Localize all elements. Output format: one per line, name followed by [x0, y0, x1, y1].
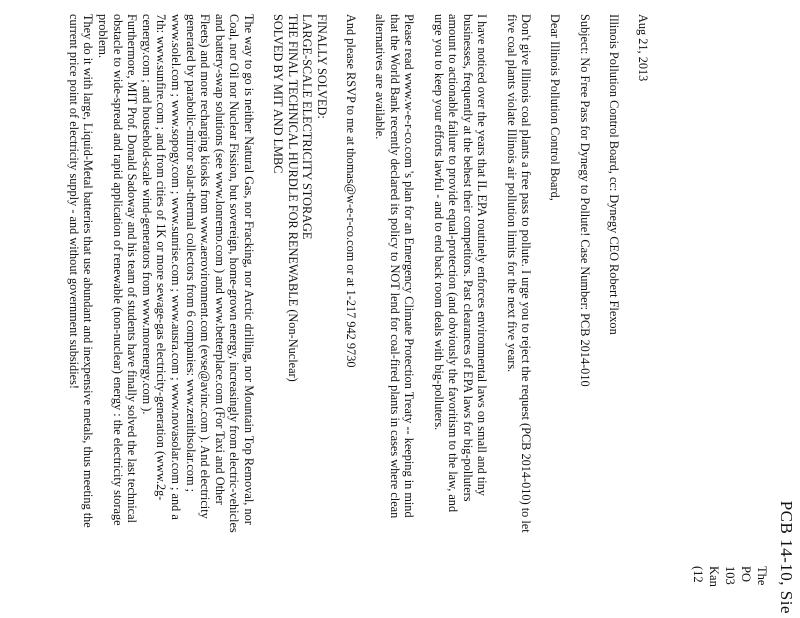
address-line: (12: [691, 566, 705, 583]
letter-recipient: Illinois Pollution Control Board, cc: Dynegy CEO Robert Flexon: [606, 14, 621, 335]
paragraph-rsvp: And please RSVP to me at thomas@w-e-r-co.com or at 1-217 942 9730: [344, 14, 359, 368]
address-line: 103: [723, 566, 737, 585]
sender-address-block: [690, 566, 770, 616]
paragraph-liquid-metal: They do it with large, Liquid-Metal batteries that use abundant and inexpensive metals, thus meeting the current price point of electricity supply - and without government subsidies!: [66, 14, 96, 528]
paragraph-free-pass: Don't give Illinois coal plants a free pass to pollute. I urge you to reject the request (PCB 2014-010) to let five coal plants violate Illinois air pollution limits for the next five years.: [504, 14, 534, 533]
paragraph-enforcement: I have noticed over the years that IL EPA routinely enforces environmental laws on small and tiny businesses, frequently at the behest their competitors. Past clearances of EPA laws for big-polluters amount to actionable failure to provide equal-protection (and obviously the favoritism to the law, and urge you to keep your efforts lawful - and to end back room deals with big-polluters.: [431, 14, 490, 513]
paragraph-mit-storage: Furthermore, MIT Prof. Donald Sadoway and his team of students have finally solved the last technical obstacle to wide-spread and rapid application of renewable (non-nuclear) energy : the electricity storage problem.: [96, 14, 140, 526]
final-heading-line: LARGE-SCALE ELECTRICITY STORAGE: [300, 14, 315, 240]
address-line: PO: [739, 566, 753, 582]
final-heading-line: FINALLY SOLVED:: [314, 14, 329, 119]
address-line: Kan: [707, 566, 721, 587]
address-line: The: [755, 566, 769, 586]
case-number-header: PCB 14-10, Sie: [777, 500, 796, 614]
final-heading-line: SOLVED BY MIT AND LMBC: [271, 14, 286, 174]
final-heading-line: THE FINAL TECHNICAL HURDLE FOR RENEWABLE (Non-Nuclear): [285, 14, 300, 382]
letter-date: Aug 21, 2013: [636, 14, 650, 82]
final-heading-block: [271, 14, 329, 534]
letter-body: [66, 14, 650, 534]
letter-subject: Subject: No Free Pass for Dynegy to Pollute! Case Number: PCB 2014-010: [577, 14, 592, 387]
letter-salutation: Dear Illinois Pollution Control Board,: [548, 14, 563, 201]
paragraph-climate-treaty: Please read www.w-e-r-co.com 's plan for an Emergency Climate Protection Treaty -- keeping in mind that the World Bank recently declared its policy to NOT lend for coal-fired plants in cases where clean alternatives are available.: [373, 14, 417, 519]
paragraph-energy-sources: The way to go is neither Natural Gas, nor Fracking, nor Arctic drilling, nor Mountain Top Removal, nor Coal, nor Oil nor Nuclear Fission, but sovereign, home-grown energy, increasingly from electric-vehicles and battery-swap solutions (see www.lonremo.com ) and www.betterplace.com (For Taxi and Other Fleets) and more recharging kiosks from www.aerovironment.com (evse@avinc.com ). And electricity generated by parabolic-mirror solar-thermal collectors from 6 companies: www.zenithsolar.com ; www.solel.com ; www.sopogy.com ; www.sunrise.com ; www.ausra.com ; www.novasolar.com ; and a 7th: www.sunfire.com ; and from cities of 1K or more sewage-gas electricity-generation (www.2g-cenergy.com ; and household-scale wind-generators from www.morenergy.com ).: [139, 14, 256, 533]
